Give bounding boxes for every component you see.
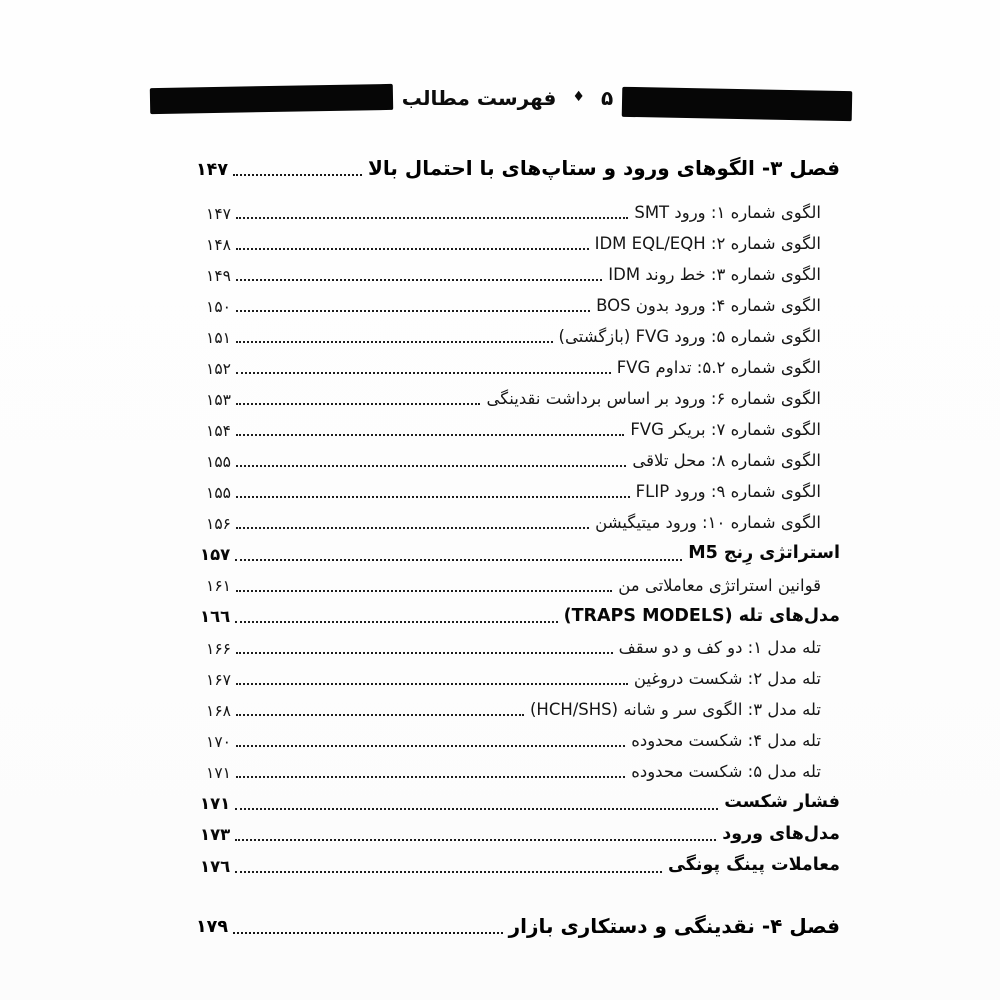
header-title: فهرست مطالب [401, 86, 557, 110]
dotted-leader [236, 496, 630, 498]
toc-row-entry [160, 225, 840, 256]
dotted-leader [236, 465, 626, 467]
toc-entry-title: قوانین استراتژی معاملاتی من [618, 575, 821, 595]
dotted-leader [236, 248, 589, 250]
toc-entry-title: الگوی شماره ۴: ورود بدون BOS [596, 296, 821, 316]
toc-entry-title: الگوی شماره ۷: بریکر FVG [630, 420, 821, 440]
toc-row-entry [160, 194, 840, 225]
toc-row-chapter [160, 901, 840, 941]
toc-entry-title: الگوی شماره ۵: ورود FVG (بازگشتی) [558, 327, 821, 347]
diamond-icon: ♦ [572, 89, 585, 105]
toc-page-number: ۱۴۸ [206, 235, 231, 254]
toc-row-section [160, 847, 840, 879]
toc-entry-title: مدل‌های تله (TRAPS MODELS) [563, 605, 840, 626]
dotted-leader [236, 434, 624, 436]
toc-page-number: ۱۶۷ [206, 670, 231, 689]
table-of-contents [160, 143, 840, 941]
toc-entry-title: الگوی شماره ۵.۲: تداوم FVG [616, 358, 821, 378]
dotted-leader [236, 279, 602, 281]
toc-entry-title: فشار شکست [724, 792, 840, 813]
toc-entry-title: استراتژی رِنج M5 [688, 543, 840, 564]
header-page-number: ۵ [600, 86, 614, 110]
toc-page-number: ۱۵۶ [206, 514, 231, 533]
toc-row-entry [160, 442, 840, 473]
toc-row-entry [160, 660, 840, 691]
dotted-leader [233, 174, 362, 176]
toc-entry-title: الگوی شماره ۲: IDM EQL/EQH [594, 234, 821, 254]
toc-entry-title: مدل‌های ورود [722, 823, 840, 844]
toc-row-section [160, 535, 840, 567]
toc-entry-title: الگوی شماره ۱: ورود SMT [634, 203, 821, 223]
redaction-bar-right [622, 87, 853, 121]
dotted-leader [236, 310, 590, 312]
dotted-leader [235, 839, 716, 841]
header-title-group [393, 86, 622, 110]
toc-page-number: ۱۷٦ [200, 856, 231, 876]
toc-row-entry [160, 722, 840, 753]
toc-page-number: ۱۵۳ [206, 390, 231, 409]
toc-row-entry [160, 380, 840, 411]
toc-entry-title: معاملات پینگ پونگی [668, 855, 840, 876]
dotted-leader [236, 776, 625, 778]
dotted-leader [236, 403, 480, 405]
toc-entry-title: فصل ۴- نقدینگی و دستکاری بازار [508, 913, 840, 938]
toc-row-entry [160, 504, 840, 535]
toc-page-number: ۱۷۱ [200, 793, 231, 813]
toc-page-number: ۱۷۳ [200, 825, 231, 845]
toc-row-entry [160, 567, 840, 598]
toc-page-number: ۱۶۸ [206, 701, 231, 720]
toc-page-number: ۱۴۷ [206, 204, 231, 223]
dotted-leader [236, 683, 628, 685]
toc-row-entry [160, 349, 840, 380]
redaction-bar-left [150, 84, 393, 114]
toc-entry-title: الگوی شماره ۸: محل تلاقی [632, 451, 821, 471]
toc-page-number: ۱٦٦ [200, 607, 231, 627]
toc-page-number: ۱۵۴ [206, 421, 231, 440]
toc-row-entry [160, 691, 840, 722]
toc-page-number: ۱۶۱ [206, 577, 231, 596]
toc-entry-title: تله مدل ۴: شکست محدوده [631, 731, 821, 751]
dotted-leader [236, 652, 613, 654]
toc-page-number: ۱۴۷ [196, 159, 229, 180]
toc-row-entry [160, 473, 840, 504]
toc-row-entry [160, 753, 840, 784]
toc-page-number: ۱۷۱ [206, 763, 231, 782]
running-header [150, 82, 852, 120]
toc-page-number: ۱۵۰ [206, 297, 231, 316]
toc-row-section [160, 816, 840, 848]
dotted-leader [236, 527, 589, 529]
toc-row-section [160, 598, 840, 630]
toc-page-number: ۱۵۲ [206, 359, 231, 378]
toc-row-entry [160, 287, 840, 318]
dotted-leader [233, 932, 503, 934]
toc-row-section [160, 784, 840, 816]
toc-page-number: ۱۵۵ [206, 452, 231, 471]
toc-page-number: ۱۶۶ [206, 639, 231, 658]
toc-entry-title: الگوی شماره ۱۰: ورود میتیگیشن [595, 513, 821, 533]
toc-page-number: ۱۷۰ [206, 732, 231, 751]
toc-row-entry [160, 256, 840, 287]
dotted-leader [236, 745, 625, 747]
dotted-leader [236, 372, 611, 374]
toc-entry-title: تله مدل ۲: شکست دروغین [633, 669, 821, 689]
toc-entry-title: الگوی شماره ۹: ورود FLIP [635, 482, 821, 502]
dotted-leader [236, 590, 612, 592]
dotted-leader [236, 341, 553, 343]
toc-entry-title: الگوی شماره ۳: خط روند IDM [608, 265, 821, 285]
toc-entry-title: تله مدل ۱: دو کف و دو سقف [618, 638, 821, 658]
toc-row-entry [160, 629, 840, 660]
toc-page-number: ۱۵۷ [200, 544, 231, 564]
dotted-leader [236, 217, 628, 219]
toc-row-chapter [160, 143, 840, 183]
toc-row-entry [160, 411, 840, 442]
toc-page-number: ۱۴۹ [206, 266, 231, 285]
toc-page-number: ۱۵۱ [206, 328, 231, 347]
toc-entry-title: الگوی شماره ۶: ورود بر اساس برداشت نقدینگی [486, 389, 821, 409]
toc-page-number: ۱۷۹ [196, 917, 229, 938]
toc-entry-title: تله مدل ۵: شکست محدوده [631, 762, 821, 782]
dotted-leader [235, 559, 682, 561]
dotted-leader [236, 714, 524, 716]
toc-entry-title: تله مدل ۳: الگوی سر و شانه (HCH/SHS) [529, 700, 821, 720]
dotted-leader [235, 621, 557, 623]
dotted-leader [235, 871, 662, 873]
dotted-leader [235, 808, 718, 810]
toc-entry-title: فصل ۳- الگوهای ورود و ستاپ‌های با احتمال بالا [368, 156, 840, 180]
toc-row-entry [160, 318, 840, 349]
toc-page-number: ۱۵۵ [206, 483, 231, 502]
